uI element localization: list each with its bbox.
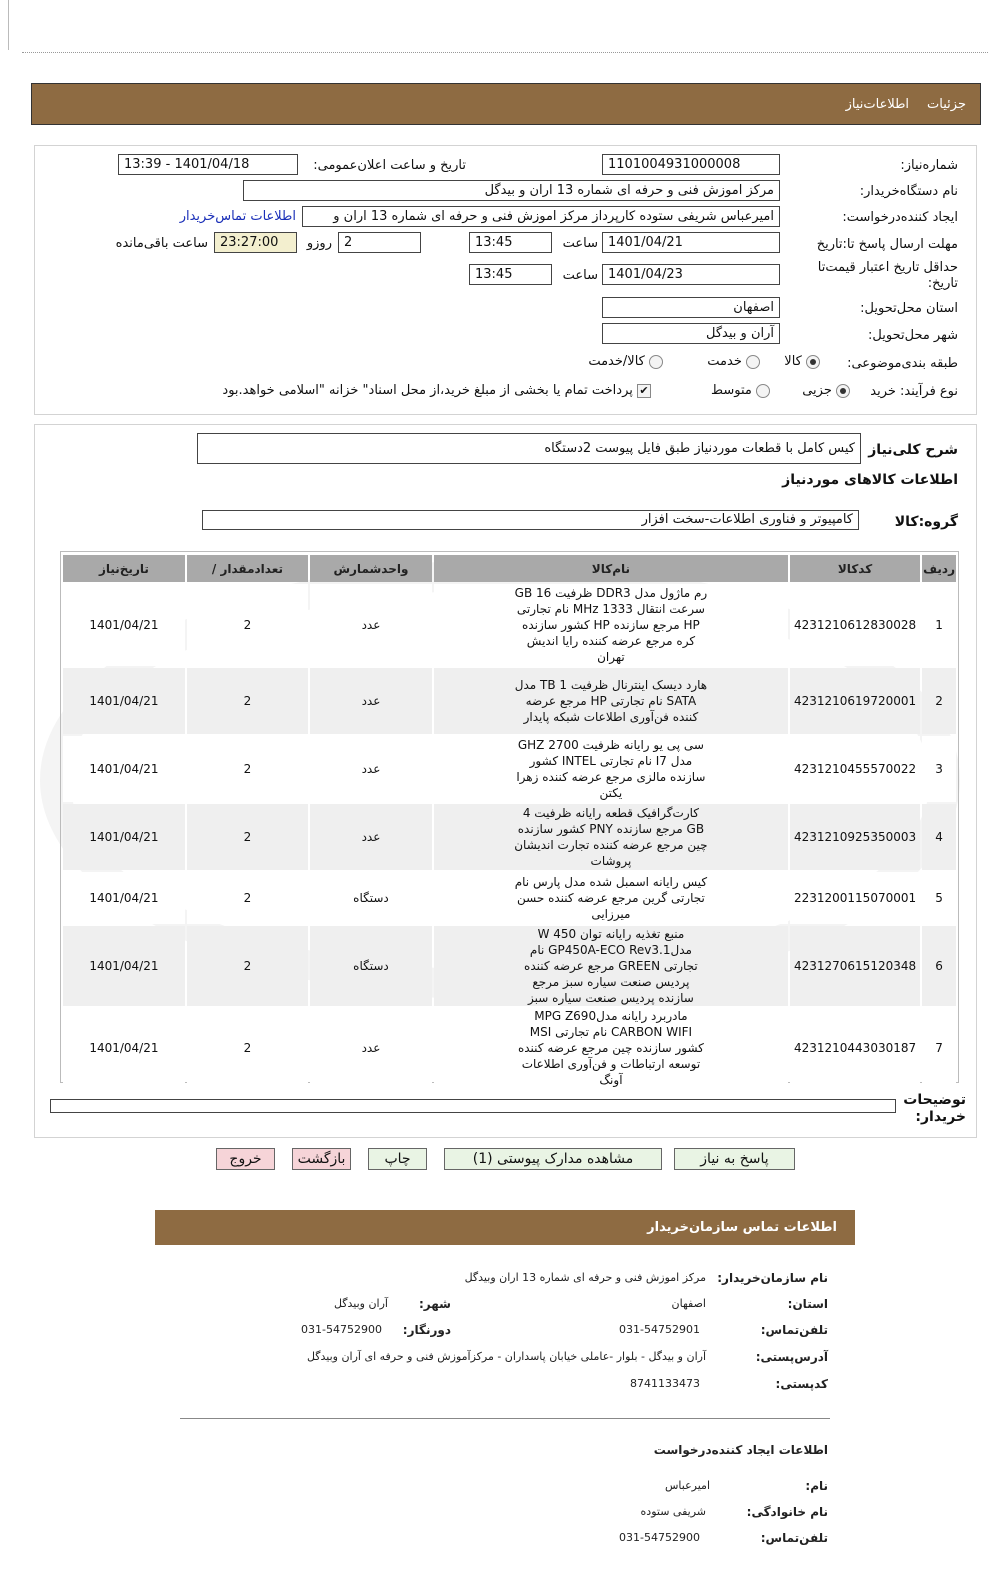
days-label: روزو <box>306 236 332 251</box>
buyer-notes-field <box>50 1099 896 1113</box>
cell-row: 2 <box>922 668 956 734</box>
table-row <box>63 804 956 870</box>
reply-button[interactable]: پاسخ به نیاز <box>674 1148 795 1170</box>
announce-label: تاریخ و ساعت اعلان‌عمومی: <box>313 158 466 173</box>
province-field: اصفهان <box>602 297 780 318</box>
cell-name: کیس رایانه اسمبل شده مدل پارس نام تجارتی گرین مرجع عرضه کننده حسن میرزایی <box>434 872 788 924</box>
left-border-line <box>8 0 9 50</box>
creator-phone-label: تلفن‌تماس: <box>760 1531 828 1545</box>
goods-info-title: اطلاعات کالاهای موردنیاز <box>782 472 958 488</box>
category-label: طبقه بندی‌موضوعی: <box>847 356 958 371</box>
radio-minor[interactable] <box>836 384 850 398</box>
validity-time-field: 13:45 <box>469 264 552 285</box>
cell-name: منبع تغذیه رایانه توان 450 W مدلGP450A-ECO Rev3.1 نام تجارتی GREEN مرجع عرضه کننده پردیس صنعت سیاره سبز مرجع سازنده پردیس صنعت سیاره سبز <box>434 926 788 1006</box>
category-option-service[interactable]: خدمت <box>707 354 760 369</box>
back-button[interactable]: بازگشت <box>292 1148 351 1170</box>
validity-label: حداقل تاریخ اعتبار قیمت‌تا تاریخ: <box>817 260 958 291</box>
cell-unit: عدد <box>310 736 432 802</box>
process-label: نوع فرآیند: خرید <box>870 384 958 399</box>
table-row <box>63 926 956 1006</box>
cell-qty: 2 <box>187 872 308 924</box>
contact-org-label: نام سازمان‌خریدار: <box>717 1271 828 1285</box>
announce-field: 1401/04/18 - 13:39 <box>118 154 298 175</box>
contact-phone-label: تلفن‌تماس: <box>760 1323 828 1337</box>
city-field: آران و بیدگل <box>602 323 780 344</box>
col-code: کدکالا <box>790 555 920 582</box>
contact-postal: 8741133473 <box>630 1377 700 1390</box>
remaining-time-field: 23:27:00 <box>214 232 297 253</box>
payment-checkbox[interactable]: ✔ <box>637 384 651 398</box>
dotted-divider <box>22 52 988 53</box>
cell-date: 1401/04/21 <box>63 736 185 802</box>
tab-details[interactable]: جزئیات <box>927 96 966 112</box>
radio-medium[interactable] <box>756 384 770 398</box>
category-option-goods[interactable]: کالا <box>784 354 820 369</box>
tab-need-info[interactable]: اطلاعات‌نیاز <box>845 96 910 112</box>
cell-qty: 2 <box>187 804 308 870</box>
table-row <box>63 736 956 802</box>
cell-date: 1401/04/21 <box>63 804 185 870</box>
remaining-label: ساعت باقی‌مانده <box>115 236 208 251</box>
cell-code: 4231210925350003 <box>790 804 920 870</box>
contact-divider <box>180 1418 830 1419</box>
contact-province-label: استان: <box>787 1297 828 1311</box>
cell-code: 4231210619720001 <box>790 668 920 734</box>
cell-unit: دستگاه <box>310 926 432 1006</box>
cell-name: مادربرد رایانه مدلMPG Z690 CARBON WIFI نام تجارتی MSI کشور سازنده چین مرجع عرضه کننده توسعه ارتباطات و فن‌آوری اطلاعات آونگ <box>434 1008 788 1088</box>
table-row <box>63 668 956 734</box>
cell-unit: عدد <box>310 668 432 734</box>
cell-name: رم ماژول مدل DDR3 ظرفیت 16 GB سرعت انتقال 1333 MHz نام تجارتی HP مرجع سازنده HP کشور سازنده کره مرجع عرضه کننده رایا اندیش تهران <box>434 584 788 666</box>
creator-family: شریفی ستوده <box>640 1505 706 1518</box>
cell-code: 4231270615120348 <box>790 926 920 1006</box>
cell-date: 1401/04/21 <box>63 1008 185 1088</box>
creator-phone: 031-54752900 <box>619 1531 700 1544</box>
province-label: استان محل‌تحویل: <box>860 301 958 316</box>
contact-province: اصفهان <box>671 1297 706 1310</box>
cell-row: 6 <box>922 926 956 1006</box>
col-row: ردیف <box>922 555 956 582</box>
general-desc-label: شرح کلی‌نیاز <box>868 442 958 458</box>
validity-time-label: ساعت <box>562 268 598 283</box>
contact-city-label: شهر: <box>419 1297 451 1311</box>
contact-fax: 031-54752900 <box>301 1323 382 1336</box>
cell-date: 1401/04/21 <box>63 872 185 924</box>
cell-date: 1401/04/21 <box>63 584 185 666</box>
cell-code: 2231200115070001 <box>790 872 920 924</box>
creator-family-label: نام خانوادگی: <box>746 1505 828 1519</box>
buyer-org-label: نام دستگاه‌خریدار: <box>859 184 958 199</box>
buyer-notes-label: توضیحات خریدار: <box>903 1092 966 1125</box>
cell-qty: 2 <box>187 926 308 1006</box>
days-field: 2 <box>338 232 421 253</box>
need-number-field: 1101004931000008 <box>602 154 780 175</box>
creator-label: ایجاد کننده‌درخواست: <box>842 210 958 225</box>
exit-button[interactable]: خروج <box>216 1148 275 1170</box>
cell-row: 1 <box>922 584 956 666</box>
creator-field: امیرعباس شریفی ستوده کارپرداز مرکز اموزش فنی و حرفه ای شماره 13 اران و <box>302 206 780 227</box>
contact-org: مرکز اموزش فنی و حرفه ای شماره 13 اران وبیدگل <box>464 1271 706 1284</box>
table-row <box>63 1008 956 1088</box>
table-row <box>63 872 956 924</box>
print-button[interactable]: چاپ <box>368 1148 427 1170</box>
table-row <box>63 584 956 666</box>
cell-unit: دستگاه <box>310 872 432 924</box>
cell-row: 7 <box>922 1008 956 1088</box>
need-number-label: شماره‌نیاز: <box>900 158 958 173</box>
contact-fax-label: دورنگار: <box>402 1323 451 1337</box>
col-unit: واحدشمارش <box>310 555 432 582</box>
city-label: شهر محل‌تحویل: <box>868 328 958 343</box>
cell-qty: 2 <box>187 668 308 734</box>
deadline-time-label: ساعت <box>562 236 598 251</box>
validity-date-field: 1401/04/23 <box>602 264 780 285</box>
cell-name: سی پی یو رایانه ظرفیت 2700 GHZ مدل I7 نام تجارتی INTEL کشور سازنده مالزی مرجع عرضه کننده زهرا یکتن <box>434 736 788 802</box>
page-header <box>31 83 981 125</box>
cell-row: 3 <box>922 736 956 802</box>
payment-option[interactable]: ✔ پرداخت تمام یا بخشی از مبلغ خرید،از محل اسناد" خزانه "اسلامی خواهد.بود <box>222 383 651 398</box>
goods-table <box>61 553 958 1090</box>
buyer-org-field: مرکز اموزش فنی و حرفه ای شماره 13 اران و بیدگل <box>243 180 780 201</box>
group-label: گروه:کالا <box>894 514 958 530</box>
general-desc-field: کیس کامل با قطعات موردنیاز طبق فایل پیوست 2دستگاه <box>197 433 861 464</box>
creator-name-label: نام: <box>805 1479 828 1493</box>
cell-date: 1401/04/21 <box>63 668 185 734</box>
cell-unit: عدد <box>310 804 432 870</box>
process-option-minor[interactable]: جزیی <box>802 383 850 398</box>
radio-both[interactable] <box>649 355 663 369</box>
radio-goods[interactable] <box>806 355 820 369</box>
cell-date: 1401/04/21 <box>63 926 185 1006</box>
cell-unit: عدد <box>310 584 432 666</box>
cell-row: 5 <box>922 872 956 924</box>
cell-row: 4 <box>922 804 956 870</box>
deadline-label: مهلت ارسال پاسخ تا:تاریخ <box>816 237 958 252</box>
radio-service[interactable] <box>746 355 760 369</box>
creator-name: امیرعباس <box>665 1479 710 1492</box>
contact-postal-label: کد‌پستی: <box>775 1377 828 1391</box>
cell-qty: 2 <box>187 736 308 802</box>
contact-address: آران و بیدگل - بلوار -عاملی خیابان پاسداران - مرکزآموزش فنی و حرفه ای آران وبیدگل <box>306 1350 706 1363</box>
cell-qty: 2 <box>187 1008 308 1088</box>
cell-qty: 2 <box>187 584 308 666</box>
cell-code: 4231210443030187 <box>790 1008 920 1088</box>
cell-name: کارت‌گرافیک قطعه رایانه ظرفیت 4 GB مرجع سازنده PNY کشور سازنده چین مرجع عرضه کننده تجارت اندیشان پروشات <box>434 804 788 870</box>
col-qty: تعدادمقدار / <box>187 555 308 582</box>
cell-unit: عدد <box>310 1008 432 1088</box>
deadline-time-field: 13:45 <box>469 232 552 253</box>
contact-address-label: آدرس‌پستی: <box>755 1350 828 1364</box>
col-name: نام‌کالا <box>434 555 788 582</box>
process-option-medium[interactable]: متوسط <box>711 383 770 398</box>
cell-code: 4231210612830028 <box>790 584 920 666</box>
cell-name: هارد دیسک اینترنال ظرفیت 1 TB مدل SATA نام تجارتی HP مرجع عرضه کننده فن‌آوری اطلاعات شبکه پایدار <box>434 668 788 734</box>
contact-phone: 031-54752901 <box>619 1323 700 1336</box>
deadline-date-field: 1401/04/21 <box>602 232 780 253</box>
cell-code: 4231210455570022 <box>790 736 920 802</box>
contact-header: اطلاعات تماس سازمان‌خریدار <box>155 1210 855 1245</box>
attachments-button[interactable]: مشاهده مدارک پیوستی (1) <box>444 1148 662 1170</box>
group-field: کامپیوتر و فناوری اطلاعات-سخت افزار <box>202 510 859 530</box>
contact-city: آران وبیدگل <box>333 1297 388 1310</box>
buyer-contact-link[interactable]: اطلاعات تماس‌خریدار <box>179 209 296 224</box>
creator-info-title: اطلاعات ایجاد کننده‌درخواست <box>653 1443 828 1457</box>
category-option-both[interactable]: کالا/خدمت <box>588 354 663 369</box>
col-date: تاریخ‌نیاز <box>63 555 185 582</box>
